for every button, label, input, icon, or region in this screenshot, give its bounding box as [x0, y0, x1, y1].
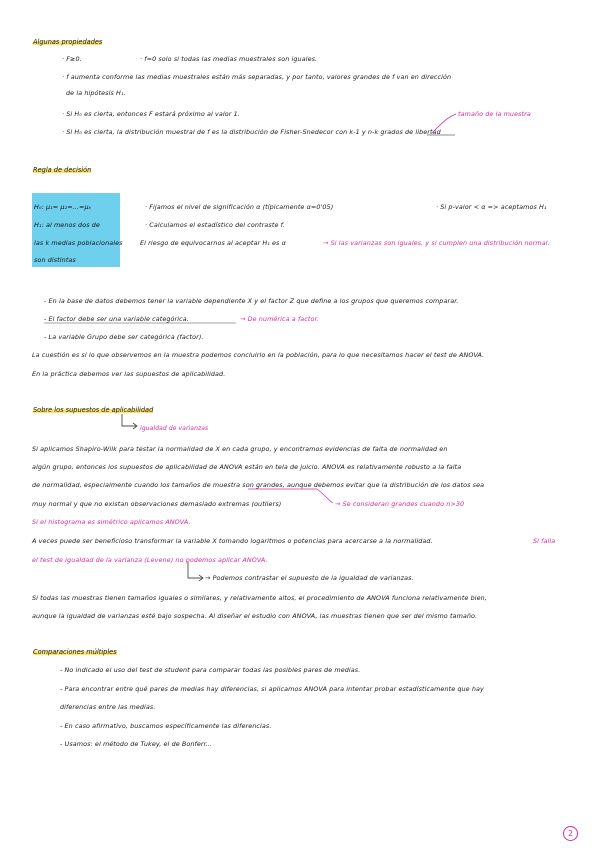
- decision-bullet-1: · Fijamos el nivel de significación α (típicamente α=0'05): [145, 203, 334, 211]
- base-datos-line-3: - La variable Grupo debe ser categórica (factor).: [44, 333, 204, 341]
- comparaciones-item-4: - Usamos: el método de Tukey, el de Bonferr...: [60, 740, 213, 748]
- supuestos-histograma: Si el histograma es simétrico aplicamos ANOVA.: [32, 518, 191, 526]
- annotation-tamano-muestra: tamaño de la muestra: [458, 110, 531, 118]
- supuestos-p1-line-1: Si aplicamos Shapiro-Wilk para testar la normalidad de X en cada grupo, y encontramos evidencias de falta de normalidad en: [32, 445, 448, 453]
- prop-line-2: · f aumenta conforme las medias muestrales están más separadas, y por tanto, valores grandes de f van en dirección: [62, 73, 452, 81]
- base-datos-line-1: - En la base de datos debemos tener la variable dependiente X y el factor Z que define a los grupos que queremos comparar.: [44, 297, 459, 305]
- hypothesis-h0: H₀: μ₁= μ₂=...=μₖ: [34, 203, 92, 211]
- base-datos-line-2-note: → De numérica a factor.: [240, 315, 319, 323]
- prop-line-1-left: · F≥0.: [62, 55, 82, 63]
- prop-line-1-right: · f=0 solo si todas las medias muestrales son iguales.: [140, 55, 318, 63]
- decision-bullet-1-right: · Si p-valor < α => aceptamos H₁: [436, 203, 547, 211]
- page-number: 2: [563, 826, 578, 841]
- section-heading-regla: Regla de decisión: [33, 166, 92, 174]
- comparaciones-item-2b: diferencias entre las medias.: [60, 703, 156, 711]
- decision-bullet-2: · Calculamos el estadístico del contraste f.: [145, 221, 285, 229]
- supuestos-p3-line-1: Si todas las muestras tienen tamaños iguales o similares, y relativamente altos, el procedimiento de ANOVA funciona relativamente bien,: [32, 594, 487, 602]
- comparaciones-item-2: - Para encontrar entre qué pares de medias hay diferencias, si aplicamos ANOVA para intentar probar estadísticamente que hay: [60, 685, 484, 693]
- supuestos-p2-line-3: → Podemos contrastar el supuesto de la igualdad de varianzas.: [205, 574, 414, 582]
- prop-line-2b: de la hipótesis H₁.: [66, 89, 126, 97]
- decision-risk-note: → Si las varianzas son iguales, y si cumplen una distribución normal.: [323, 239, 550, 247]
- arrow-igualdad-varianzas: [122, 414, 136, 426]
- supuestos-p3-line-2: aunque la igualdad de varianzas esté bajo sospecha. Al diseñar el estudio con ANOVA, las muestras tienen que ser del mismo tamaño.: [32, 612, 478, 620]
- supuestos-subheading: Igualdad de varianzas: [140, 425, 209, 432]
- supuestos-p1-line-4: muy normal y que no existan observaciones demasiado extremas (outliers): [32, 500, 282, 508]
- supuestos-p1-line-2: algún grupo, entonces los supuestos de aplicabilidad de ANOVA están en tela de juicio. ANOVA es relativamente robusto a la falta: [32, 463, 462, 471]
- supuestos-p1-note: → Se consideran grandes cuando n>30: [335, 500, 465, 508]
- hypothesis-h1: H₁: al menos dos de: [34, 221, 100, 229]
- hypothesis-h1-end: son distintas: [34, 256, 76, 264]
- section-heading-supuestos: Sobre los supuestos de aplicabilidad: [33, 406, 154, 414]
- base-datos-line-4: La cuestión es si lo que observemos en la muestra podemos concluirlo en la población, para lo que necesitamos hacer el test de ANOVA.: [32, 351, 485, 359]
- arrow-tamano-muestra: [432, 114, 456, 133]
- decision-risk: El riesgo de equivocarnos al aceptar H₁ es α: [140, 239, 286, 247]
- base-datos-line-2: - El factor debe ser una variable categórica.: [44, 315, 189, 323]
- section-heading-propiedades: Algunas propiedades: [33, 38, 103, 46]
- supuestos-p2-line-2: el test de igualdad de la varianza (Levene) no podemos aplicar ANOVA.: [32, 556, 268, 564]
- base-datos-line-5: En la práctica debemos ver las supuestos de aplicabilidad.: [32, 370, 226, 378]
- comparaciones-item-1: - No indicado el uso del test de student para comparar todas las posibles pares de medias.: [60, 666, 361, 674]
- supuestos-p2-line-1-note: Si falla: [533, 537, 556, 545]
- comparaciones-item-3: - En caso afirmativo, buscamos específicamente las diferencias.: [60, 722, 272, 730]
- prop-line-4: · Si H₀ es cierta, la distribución muestral de f es la distribución de Fisher-Snedecor con k-1 y n-k grados de libertad: [62, 128, 441, 136]
- section-heading-comparaciones: Comparaciones múltiples: [33, 648, 117, 656]
- supuestos-p1-line-3: de normalidad, especialmente cuando los tamaños de muestra son grandes, aunque debemos evitar que la distribución de los datos sea: [32, 481, 485, 489]
- prop-line-3: · Si H₀ es cierta, entonces F estará próximo al valor 1.: [62, 110, 240, 118]
- hypothesis-h1-cont: las k medias poblacionales: [34, 239, 123, 247]
- arrow-grandes: [317, 489, 333, 503]
- supuestos-p2-line-1: A veces puede ser beneficioso transformar la variable X tomando logaritmos o potencias para acercarse a la normalidad.: [32, 537, 433, 545]
